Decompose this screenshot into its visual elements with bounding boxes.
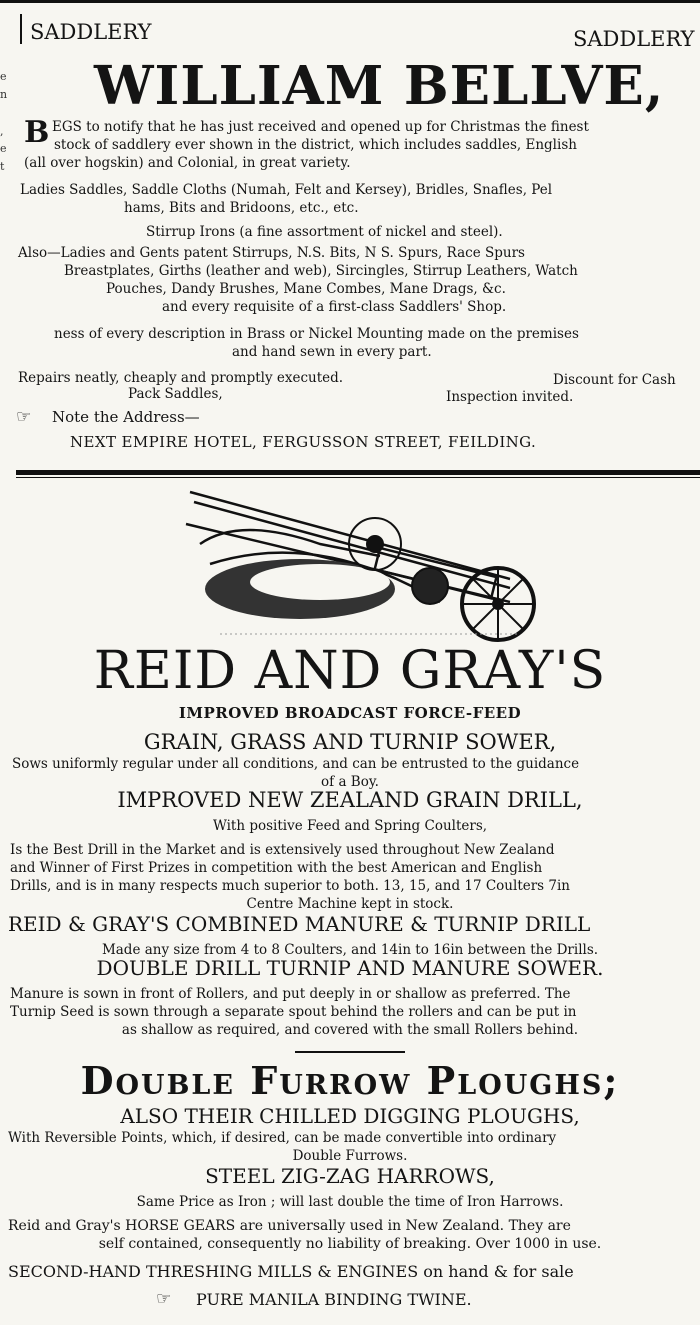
body-line: and hand sewn in every part. [232,344,432,360]
body-line: Same Price as Iron ; will last double the time of Iron Harrows. [136,1194,564,1210]
section-divider [16,470,700,475]
body-line: Manure is sown in front of Rollers, and put deeply in or shallow as preferred. The [10,986,571,1002]
address-line: NEXT EMPIRE HOTEL, FERGUSSON STREET, FEILDING. [70,433,537,451]
reid-sub-heading-large: GRAIN, GRASS AND TURNIP SOWER, [143,730,557,754]
pointing-hand-icon: ☞ [156,1289,172,1309]
margin-fragment: , [0,125,4,138]
body-line: Pouches, Dandy Brushes, Mane Combes, Mane Drags, &c. [106,281,506,297]
pack-saddles-line: Pack Saddles, [128,386,223,402]
body-line: With Reversible Points, which, if desired, can be made convertible into ordinary [8,1130,557,1146]
body-line: Also—Ladies and Gents patent Stirrups, N.S. Bits, N S. Spurs, Race Spurs [18,245,525,261]
reid-gray-title: REID AND GRAY'S [93,641,607,701]
intro-line: stock of saddlery ever shown in the district, which includes saddles, English [54,137,577,153]
note-line: Note the Address— [52,408,200,426]
section-divider-thin [16,477,700,478]
body-line: Sows uniformly regular under all conditions, and can be entrusted to the guidance [12,756,580,772]
intro-line: EGS to notify that he has just received and opened up for Christmas the finest [52,119,589,135]
body-line: of a Boy. [321,774,379,790]
pointing-hand-icon: ☞ [16,407,32,427]
combined-drill-heading: REID & GRAY'S COMBINED MANURE & TURNIP DRILL [8,912,591,936]
chilled-ploughs-heading: ALSO THEIR CHILLED DIGGING PLOUGHS, [120,1104,580,1128]
body-line: With positive Feed and Spring Coulters, [212,818,488,834]
double-drill-heading: DOUBLE DRILL TURNIP AND MANURE SOWER. [96,956,604,980]
top-border-rule [0,0,700,3]
header-left: SADDLERY [30,20,152,44]
drop-cap: B [24,115,50,150]
discount-line: Discount for Cash [553,372,676,388]
intro-line: (all over hogskin) and Colonial, in great variety. [24,155,351,171]
body-line: Made any size from 4 to 8 Coulters, and 14in to 16in between the Drills. [101,942,599,958]
body-line: Stirrup Irons (a fine assortment of nickel and steel). [146,224,503,240]
body-line: and Winner of First Prizes in competition with the best American and English [10,860,543,876]
body-line: Drills, and is in many respects much superior to both. 13, 15, and 17 Coulters 7in [10,878,571,894]
grain-drill-heading: IMPROVED NEW ZEALAND GRAIN DRILL, [117,788,583,812]
body-line: and every requisite of a first-class Saddlers' Shop. [162,299,507,315]
margin-fragment: e [0,70,7,83]
margin-fragment: e [0,142,7,155]
body-line: Breastplates, Girths (leather and web), Sircingles, Stirrup Leathers, Watch [64,263,578,279]
short-divider [295,1051,405,1053]
body-line: Ladies Saddles, Saddle Cloths (Numah, Felt and Kersey), Bridles, Snafles, Pel [20,182,553,198]
body-line: Reid and Gray's HORSE GEARS are universally used in New Zealand. They are [8,1218,571,1234]
body-line: Is the Best Drill in the Market and is extensively used throughout New Zealand [10,842,555,858]
header-right: SADDLERY [573,27,695,51]
threshing-line: SECOND-HAND THRESHING MILLS & ENGINES on hand & for sale [8,1262,574,1281]
body-line: as shallow as required, and covered with the small Rollers behind. [121,1022,579,1038]
body-line: Double Furrows. [292,1148,408,1164]
advertiser-name: WILLIAM BELLVE, [94,55,665,117]
twine-line: PURE MANILA BINDING TWINE. [196,1290,472,1309]
margin-fragment: n [0,88,8,101]
harrows-heading: STEEL ZIG-ZAG HARROWS, [205,1164,495,1188]
repairs-line: Repairs neatly, cheaply and promptly executed. [18,370,344,386]
ploughs-heading: Double Furrow Ploughs; [80,1058,620,1103]
column-rule [20,14,22,44]
inspection-line: Inspection invited. [446,389,574,405]
body-line: Centre Machine kept in stock. [246,896,454,912]
body-line: hams, Bits and Bridoons, etc., etc. [124,200,359,216]
margin-fragment: t [0,160,5,173]
body-line: ness of every description in Brass or Nickel Mounting made on the premises [54,326,579,342]
reid-sub-heading: IMPROVED BROADCAST FORCE-FEED [178,704,522,722]
body-line: Turnip Seed is sown through a separate spout behind the rollers and can be put in [10,1004,577,1020]
body-line: self contained, consequently no liability of breaking. Over 1000 in use. [98,1236,602,1252]
seed-sower-illustration [180,484,540,644]
